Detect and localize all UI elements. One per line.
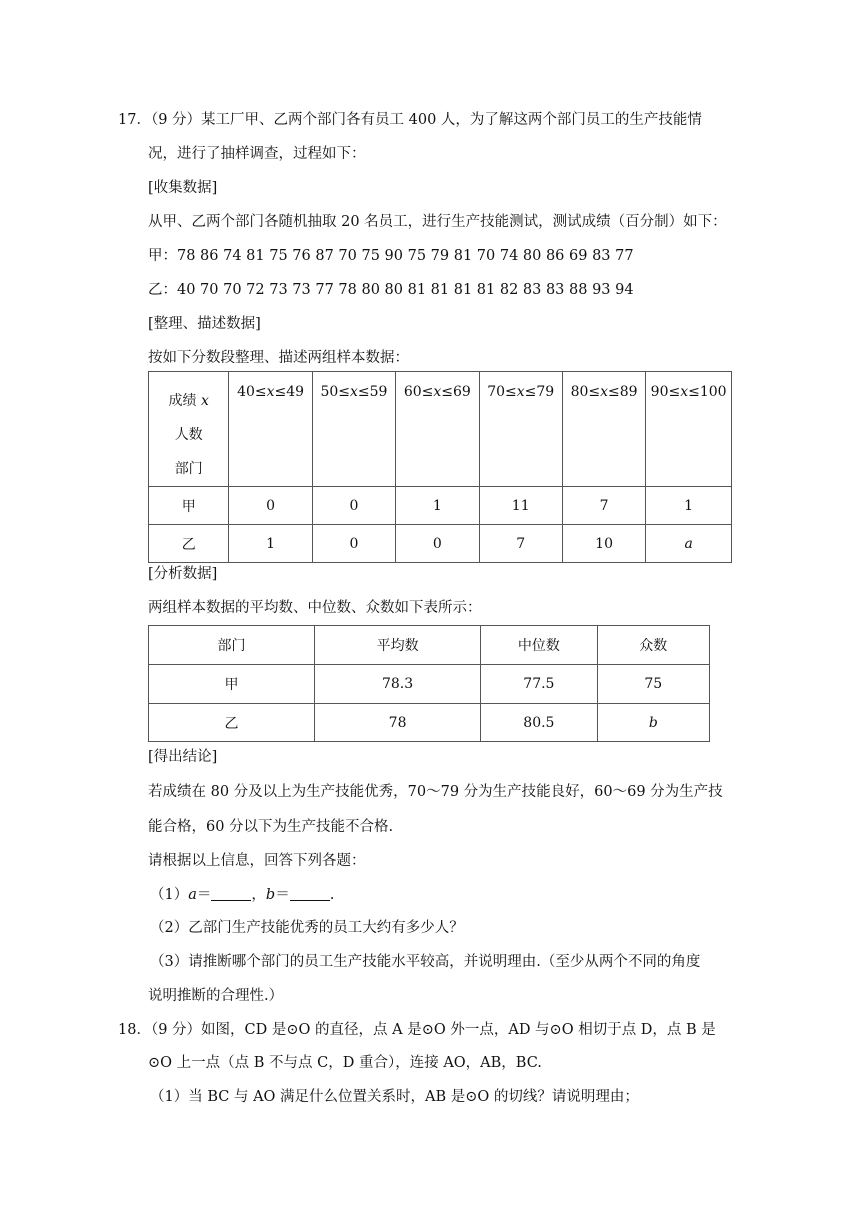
q17-part1: （1）a＝ ，b＝ . <box>150 887 335 903</box>
table-cell: 77.5 <box>481 665 597 704</box>
table-cell: 10 <box>562 525 645 563</box>
section-analyze-heading: [分析数据] <box>148 566 218 582</box>
table-header: 平均数 <box>315 626 481 665</box>
table-cell: 78.3 <box>315 665 481 704</box>
section-conclude-heading: [得出结论] <box>148 749 218 765</box>
table-cell: 7 <box>479 525 562 563</box>
q18-stem-line1: 18．（9 分）如图，CD 是⊙O 的直径，点 A 是⊙O 外一点，AD 与⊙O 相切于点 D，点 B 是 <box>118 1022 716 1038</box>
table-header: 中位数 <box>481 626 597 665</box>
table-cell <box>597 704 709 742</box>
range-header: 60≤x≤69 <box>396 372 479 487</box>
table-cell: 1 <box>229 525 312 563</box>
q18-part1: （1）当 BC 与 AO 满足什么位置关系时，AB 是⊙O 的切线？请说明理由； <box>150 1089 639 1105</box>
organize-text: 按如下分数段整理、描述两组样本数据： <box>148 350 409 366</box>
table-cell: 0 <box>229 487 312 525</box>
table-cell <box>646 525 732 563</box>
table-row <box>149 525 732 563</box>
range-header: 40≤x≤49 <box>229 372 312 487</box>
table-cell: 7 <box>562 487 645 525</box>
table-cell: 1 <box>646 487 732 525</box>
q17-stem-line1: 17．（9 分）某工厂甲、乙两个部门各有员工 400 人，为了解这两个部门员工的生产技能情 <box>118 112 702 128</box>
var-b: b <box>265 887 276 903</box>
table-row <box>149 487 732 525</box>
range-header: 80≤x≤89 <box>562 372 645 487</box>
q17-part3-line1: （3）请推断哪个部门的员工生产技能水平较高，并说明理由.（至少从两个不同的角度 <box>150 954 701 970</box>
table-corner-cell <box>149 372 229 487</box>
unknown-a: a <box>684 535 693 552</box>
row-label: 甲 <box>149 487 229 525</box>
table-cell: 甲 <box>149 665 315 704</box>
table-row <box>149 665 710 704</box>
section-organize-heading: [整理、描述数据] <box>148 316 261 332</box>
table-row <box>149 704 710 742</box>
table-cell: 0 <box>396 525 479 563</box>
table-cell: 75 <box>597 665 709 704</box>
table-header: 部门 <box>149 626 315 665</box>
q17-stem-line2: 况，进行了抽样调查，过程如下： <box>148 146 366 162</box>
table-cell: 乙 <box>149 704 315 742</box>
table-cell: 78 <box>315 704 481 742</box>
answer-blank-a[interactable] <box>211 886 251 901</box>
table-cell: 0 <box>312 487 395 525</box>
range-header: 90≤x≤100 <box>646 372 732 487</box>
row-label: 乙 <box>149 525 229 563</box>
section-collect-heading: [收集数据] <box>148 180 218 196</box>
unknown-b: b <box>648 714 658 731</box>
answer-blank-b[interactable] <box>290 886 330 901</box>
q17-part2: （2）乙部门生产技能优秀的员工大约有多少人？ <box>150 920 464 936</box>
corner-score-var: x <box>200 393 209 409</box>
ask-text: 请根据以上信息，回答下列各题： <box>148 853 366 869</box>
conclude-line2: 能合格，60 分以下为生产技能不合格. <box>148 819 394 835</box>
collect-text: 从甲、乙两个部门各随机抽取 20 名员工，进行生产技能测试，测试成绩（百分制）如下： <box>148 214 727 230</box>
range-header: 50≤x≤59 <box>312 372 395 487</box>
table-cell: 80.5 <box>481 704 597 742</box>
corner-dept-label: 部门 <box>174 461 203 477</box>
range-header: 70≤x≤79 <box>479 372 562 487</box>
q18-stem-line2: ⊙O 上一点（点 B 不与点 C，D 重合），连接 AO，AB，BC. <box>148 1055 542 1071</box>
conclude-line1: 若成绩在 80 分及以上为生产技能优秀，70～79 分为生产技能良好，60～69 分为生产技 <box>148 784 723 800</box>
yi-scores: 乙：40 70 70 72 73 73 77 78 80 80 81 81 81 81 82 83 83 88 93 94 <box>148 282 634 298</box>
corner-count-label: 人数 <box>174 427 203 443</box>
var-a: a <box>188 887 197 903</box>
table-header: 众数 <box>597 626 709 665</box>
q17-part3-line2: 说明推断的合理性.） <box>148 988 284 1004</box>
corner-score-label: 成绩 <box>168 393 201 409</box>
analyze-text: 两组样本数据的平均数、中位数、众数如下表所示： <box>148 600 482 616</box>
table-cell: 11 <box>479 487 562 525</box>
statistics-table <box>148 625 710 742</box>
table-cell: 0 <box>312 525 395 563</box>
jia-scores: 甲：78 86 74 81 75 76 87 70 75 90 75 79 81 70 74 80 86 69 83 77 <box>148 248 634 264</box>
score-distribution-table <box>148 371 732 563</box>
table-cell: 1 <box>396 487 479 525</box>
